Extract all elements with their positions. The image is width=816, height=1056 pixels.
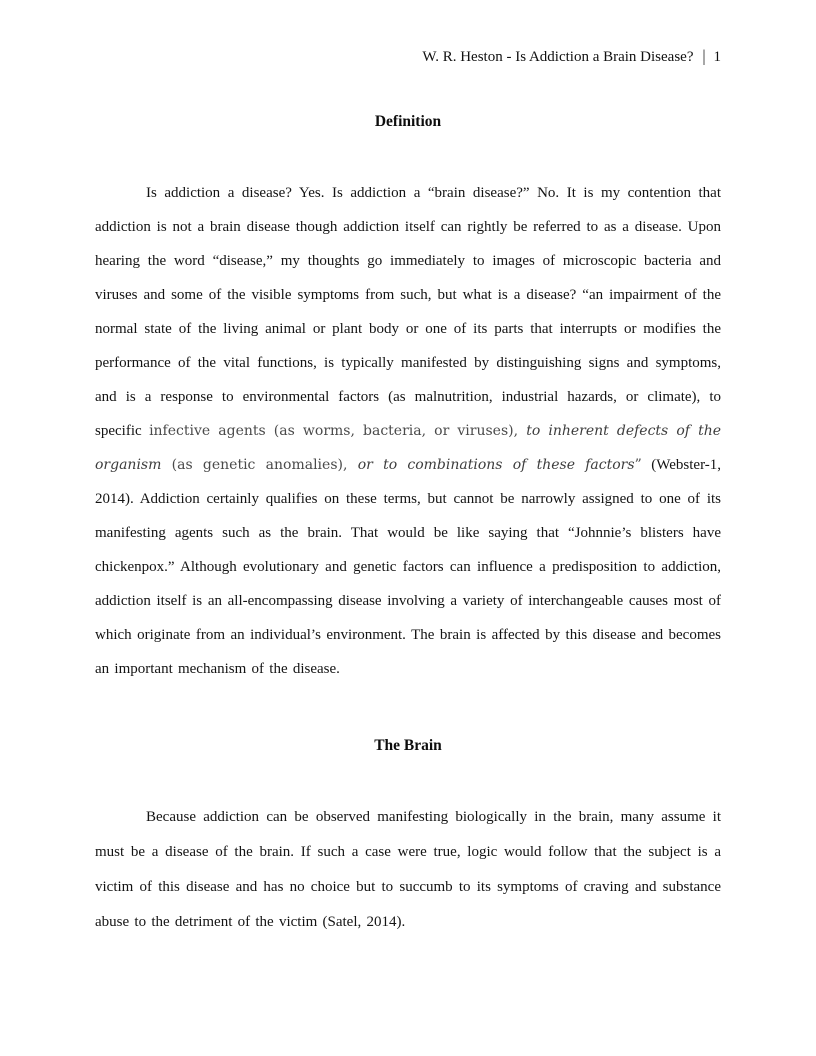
- page-number: 1: [713, 49, 721, 65]
- text-run-normal: Because addiction can be observed manifesting biologically in the brain, many assume it must be a disease of the brain. If such a case were true, logic would follow that the subject is a victim of this disease and has no choice but to succumb to its symptoms of craving and substance abuse to the detriment of the victim (Satel, 2014).: [95, 809, 721, 930]
- text-run-normal: (Webster-1, 2014). Addiction certainly qualifies on these terms, but cannot be narrowly assigned to one of its manifesting agents such as the brain. That would be like saying that “Johnnie’s blisters have chickenpox.” Although evolutionary and genetic factors can influence a predisposition to addiction, addiction itself is an all-encompassing disease involving a variety of interchangeable causes most of which originate from an individual’s environment. The brain is affected by this disease and becomes an important mechanism of the disease.: [95, 457, 722, 677]
- text-run-quote-italic: or to combinations of these factors: [357, 457, 635, 473]
- paragraph-definition: [95, 176, 721, 686]
- running-title: W. R. Heston - Is Addiction a Brain Disease?: [422, 49, 694, 65]
- text-run-quote: ”: [634, 457, 642, 473]
- section-heading-the-brain: The Brain: [374, 737, 442, 754]
- text-run-quote-italic: to inherent defects of the organism: [95, 423, 722, 473]
- running-header: [95, 48, 721, 66]
- paragraph-the-brain: [95, 800, 721, 940]
- section-heading-definition: Definition: [374, 113, 442, 130]
- header-separator: |: [702, 47, 706, 67]
- text-run-quote: infective agents (as worms, bacteria, or viruses),: [149, 423, 527, 439]
- text-run-quote: (as genetic anomalies),: [171, 457, 358, 473]
- text-run-normal: Is addiction a disease? Yes. Is addiction a “brain disease?” No. It is my contention that addiction is not a brain disease though addiction itself can rightly be referred to as a disease. Upon hearing the word “disease,” my thoughts go immediately to images of microscopic bacteria and viruses and some of the visible symptoms from such, but what is a disease? “an impairment of the normal state of the living animal or plant body or one of its parts that interrupts or modifies the performance of the vital functions, is typically manifested by distinguishing signs and symptoms, and is a response to environmental factors (as malnutrition, industrial hazards, or climate), to specific: [95, 185, 721, 439]
